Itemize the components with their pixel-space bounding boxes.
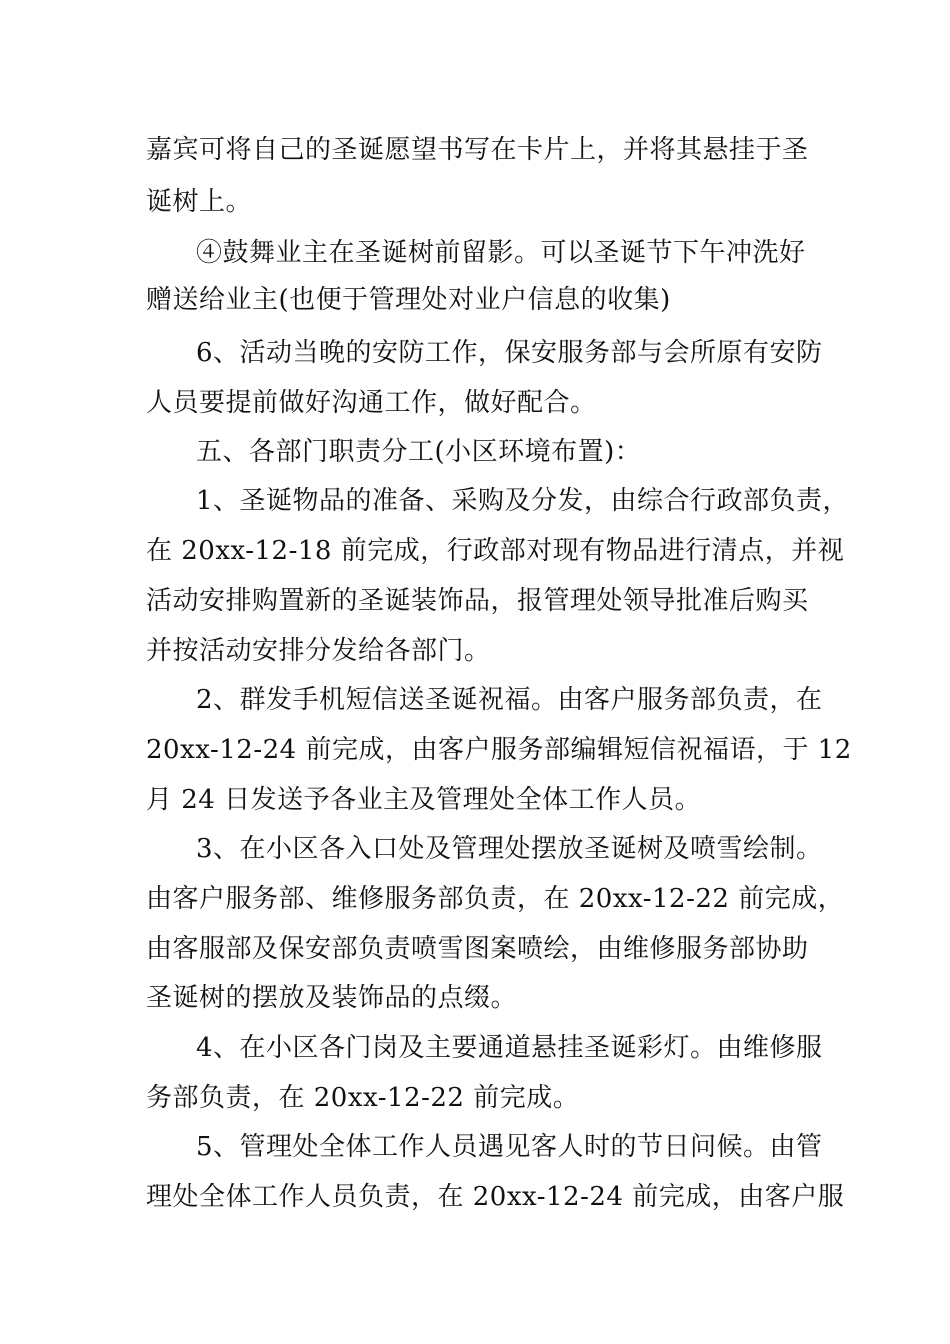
text-line: 1、圣诞物品的准备、采购及分发，由综合行政部负责， — [196, 486, 850, 516]
text-line: ④鼓舞业主在圣诞树前留影。可以圣诞节下午冲洗好 — [196, 238, 806, 268]
text-line: 活动安排购置新的圣诞装饰品，报管理处领导批准后购买 — [146, 586, 809, 616]
text-line: 3、在小区各入口处及管理处摆放圣诞树及喷雪绘制。 — [196, 834, 823, 864]
text-line: 并按活动安排分发给各部门。 — [146, 636, 491, 666]
text-line: 务部负责，在 20xx-12-22 前完成。 — [146, 1083, 580, 1113]
text-line: 诞树上。 — [146, 187, 253, 217]
text-line: 2、群发手机短信送圣诞祝福。由客户服务部负责，在 — [196, 685, 823, 715]
section-heading: 五、各部门职责分工(小区环境布置)： — [196, 437, 642, 467]
text-line: 20xx-12-24 前完成，由客户服务部编辑短信祝福语，于 12 — [146, 735, 852, 765]
text-line: 圣诞树的摆放及装饰品的点缀。 — [146, 983, 518, 1013]
text-line: 4、在小区各门岗及主要通道悬挂圣诞彩灯。由维修服 — [196, 1033, 823, 1063]
text-line: 由客服部及保安部负责喷雪图案喷绘，由维修服务部协助 — [146, 934, 809, 964]
text-line: 赠送给业主(也便于管理处对业户信息的收集) — [146, 285, 671, 315]
text-line: 理处全体工作人员负责，在 20xx-12-24 前完成，由客户服 — [146, 1182, 845, 1212]
text-line: 6、活动当晚的安防工作，保安服务部与会所原有安防 — [196, 338, 823, 368]
text-line: 人员要提前做好沟通工作，做好配合。 — [146, 388, 597, 418]
text-line: 5、管理处全体工作人员遇见客人时的节日问候。由管 — [196, 1132, 823, 1162]
text-line: 月 24 日发送予各业主及管理处全体工作人员。 — [146, 785, 702, 815]
text-line: 在 20xx-12-18 前完成，行政部对现有物品进行清点，并视 — [146, 536, 845, 566]
text-line: 由客户服务部、维修服务部负责，在 20xx-12-22 前完成， — [146, 884, 845, 914]
text-line: 嘉宾可将自己的圣诞愿望书写在卡片上，并将其悬挂于圣 — [146, 135, 809, 165]
